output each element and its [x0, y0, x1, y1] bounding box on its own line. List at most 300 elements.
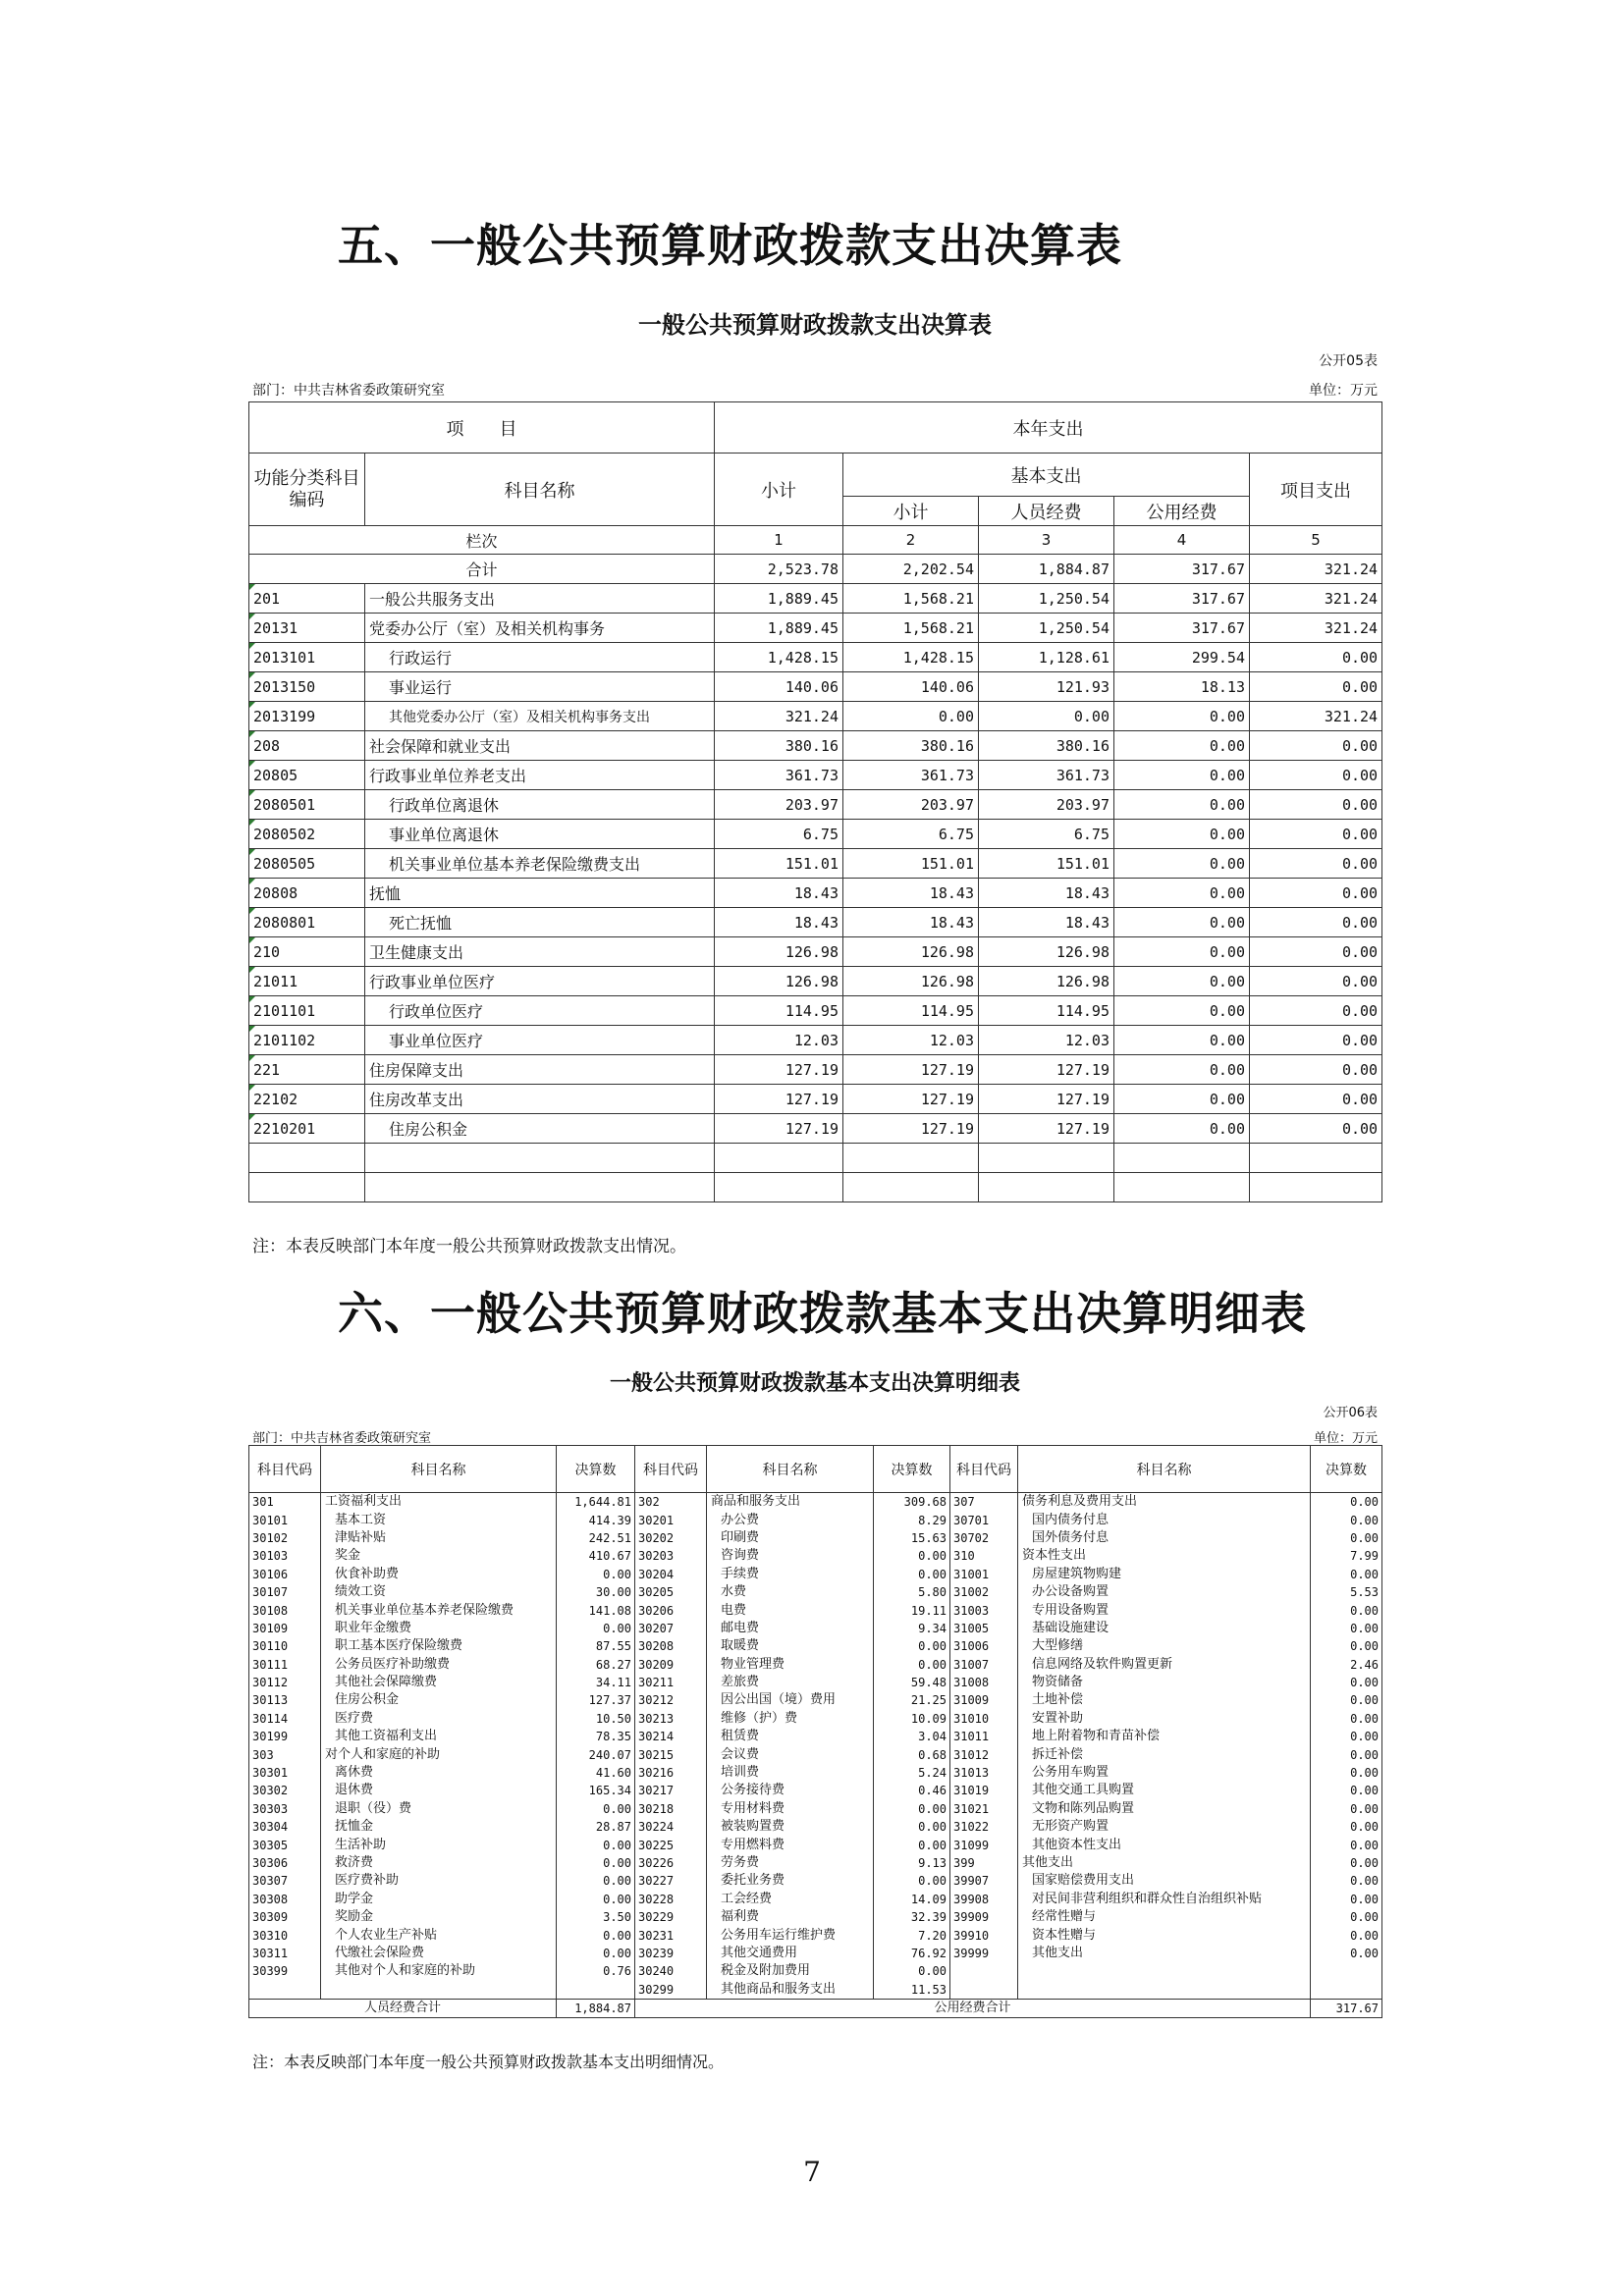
table5-empty-row [249, 1144, 1382, 1173]
table6-row [249, 1745, 1382, 1763]
subject-code: 30231 [635, 1926, 707, 1944]
amount-cell: 0.76 [557, 1962, 635, 1980]
amount-cell: 3.04 [874, 1728, 950, 1745]
subject-code: 30201 [635, 1511, 707, 1528]
amount-cell: 0.00 [1311, 1710, 1382, 1728]
table5-row [249, 967, 1382, 996]
amount-cell: 0.00 [1311, 1674, 1382, 1691]
amount-cell: 21.25 [874, 1691, 950, 1709]
amount-cell: 0.00 [1311, 1854, 1382, 1872]
func-code: 20808 [249, 879, 365, 908]
subject-name: 助学金 [321, 1891, 557, 1908]
subject-code: 30311 [249, 1945, 321, 1962]
amount-cell: 380.16 [979, 731, 1114, 761]
table6-block [248, 1361, 1381, 2082]
subject-name: 事业单位医疗 [365, 1026, 715, 1055]
amount-cell: 140.06 [843, 672, 979, 702]
amount-cell: 0.68 [874, 1745, 950, 1763]
empty-cell [249, 1144, 365, 1173]
amount-cell: 410.67 [557, 1547, 635, 1565]
subject-code: 39910 [950, 1926, 1018, 1944]
amount-cell: 18.43 [979, 879, 1114, 908]
subject-name: 其他社会保障缴费 [321, 1674, 557, 1691]
amount-cell: 317.67 [1114, 584, 1250, 614]
subject-name: 事业运行 [365, 672, 715, 702]
subject-code: 30211 [635, 1674, 707, 1691]
amount-cell: 0.00 [1311, 1529, 1382, 1547]
table6-row [249, 1601, 1382, 1619]
subject-name: 行政事业单位养老支出 [365, 761, 715, 790]
subject-name: 国内债务付息 [1018, 1511, 1311, 1528]
subject-name: 邮电费 [707, 1620, 874, 1637]
subject-code: 302 [635, 1493, 707, 1512]
subject-name: 信息网络及软件购置更新 [1018, 1656, 1311, 1674]
table6-row [249, 1674, 1382, 1691]
subject-code: 30218 [635, 1800, 707, 1818]
subject-name: 代缴社会保险费 [321, 1945, 557, 1962]
subject-code: 30106 [249, 1566, 321, 1583]
subject-name: 办公费 [707, 1511, 874, 1528]
empty-cell [979, 1173, 1114, 1202]
amount-cell: 0.00 [874, 1656, 950, 1674]
header-code: 科目代码 [635, 1446, 707, 1493]
public-total-value: 317.67 [1311, 1999, 1382, 2017]
subject-name: 对民间非营利组织和群众性自治组织补贴 [1018, 1891, 1311, 1908]
subject-name: 其他党委办公厅（室）及相关机构事务支出 [365, 702, 715, 731]
col-index: 3 [979, 526, 1114, 555]
header-basic-expense: 基本支出 [843, 454, 1250, 497]
amount-cell: 18.43 [843, 908, 979, 937]
subject-code: 39908 [950, 1891, 1018, 1908]
table6-row [249, 1908, 1382, 1926]
subject-name: 行政单位离退休 [365, 790, 715, 820]
table5-row [249, 908, 1382, 937]
subject-name: 津贴补贴 [321, 1529, 557, 1547]
subject-name: 文物和陈列品购置 [1018, 1800, 1311, 1818]
table6-row [249, 1620, 1382, 1637]
amount-cell: 12.03 [979, 1026, 1114, 1055]
amount-cell: 0.00 [1114, 1055, 1250, 1085]
header-public: 公用经费 [1114, 497, 1250, 526]
amount-cell: 0.00 [1114, 937, 1250, 967]
subject-code: 303 [249, 1745, 321, 1763]
amount-cell: 0.00 [557, 1926, 635, 1944]
amount-cell: 0.00 [874, 1637, 950, 1655]
table5-row [249, 761, 1382, 790]
subject-name: 医疗费补助 [321, 1872, 557, 1890]
subject-code: 30205 [635, 1583, 707, 1601]
amount-cell: 0.00 [874, 1800, 950, 1818]
subject-code: 31021 [950, 1800, 1018, 1818]
amount-cell: 0.00 [1250, 643, 1382, 672]
amount-cell: 0.00 [874, 1547, 950, 1565]
subject-name: 咨询费 [707, 1547, 874, 1565]
amount-cell: 18.43 [979, 908, 1114, 937]
amount-cell: 0.00 [874, 1836, 950, 1853]
amount-cell: 34.11 [557, 1674, 635, 1691]
table6 [248, 1445, 1382, 2018]
func-code: 2080502 [249, 820, 365, 849]
empty-cell [979, 1144, 1114, 1173]
total-value: 321.24 [1250, 555, 1382, 584]
amount-cell: 0.00 [1250, 996, 1382, 1026]
amount-cell: 0.00 [1114, 702, 1250, 731]
subject-name: 国外债务付息 [1018, 1529, 1311, 1547]
subject-name: 基本工资 [321, 1511, 557, 1528]
func-code: 210 [249, 937, 365, 967]
subject-name: 其他支出 [1018, 1854, 1311, 1872]
table5-row [249, 643, 1382, 672]
header-basic-subtotal: 小计 [843, 497, 979, 526]
header-name: 科目名称 [321, 1446, 557, 1493]
personnel-total-value: 1,884.87 [557, 1999, 635, 2017]
subject-name: 职工基本医疗保险缴费 [321, 1637, 557, 1655]
table6-row [249, 1728, 1382, 1745]
subject-code: 30102 [249, 1529, 321, 1547]
subject-code: 31007 [950, 1656, 1018, 1674]
subject-name: 专用设备购置 [1018, 1601, 1311, 1619]
table6-row [249, 1637, 1382, 1655]
amount-cell: 0.00 [1250, 1055, 1382, 1085]
subject-name: 卫生健康支出 [365, 937, 715, 967]
amount-cell: 0.00 [1250, 1026, 1382, 1055]
amount-cell: 0.00 [1114, 1085, 1250, 1114]
empty-cell [1250, 1173, 1382, 1202]
amount-cell: 0.00 [1311, 1908, 1382, 1926]
amount-cell: 203.97 [715, 790, 843, 820]
subject-code: 30310 [249, 1926, 321, 1944]
amount-cell: 0.00 [1311, 1745, 1382, 1763]
total-value: 2,523.78 [715, 555, 843, 584]
amount-cell: 0.00 [874, 1566, 950, 1583]
subject-code: 31006 [950, 1637, 1018, 1655]
amount-cell: 78.35 [557, 1728, 635, 1745]
table6-row [249, 1836, 1382, 1853]
amount-cell: 0.00 [557, 1800, 635, 1818]
subject-code: 30240 [635, 1962, 707, 1980]
func-code: 2101101 [249, 996, 365, 1026]
subject-code: 30114 [249, 1710, 321, 1728]
amount-cell: 0.00 [1311, 1764, 1382, 1782]
subject-name: 水费 [707, 1583, 874, 1601]
amount-cell: 41.60 [557, 1764, 635, 1782]
amount-cell: 114.95 [979, 996, 1114, 1026]
amount-cell: 0.00 [1114, 731, 1250, 761]
table5-code: 公开05表 [1319, 353, 1378, 369]
subject-code: 31099 [950, 1836, 1018, 1853]
header-year-expense: 本年支出 [715, 402, 1382, 454]
subject-name: 退职（役）费 [321, 1800, 557, 1818]
subject-code: 30701 [950, 1511, 1018, 1528]
subject-code: 30227 [635, 1872, 707, 1890]
subject-code: 30306 [249, 1854, 321, 1872]
subject-code: 31010 [950, 1710, 1018, 1728]
subject-name: 培训费 [707, 1764, 874, 1782]
table5-unit: 单位：万元 [1309, 383, 1378, 399]
subject-name: 工会经费 [707, 1891, 874, 1908]
amount-cell: 0.00 [1311, 1691, 1382, 1709]
subject-name: 住房公积金 [365, 1114, 715, 1144]
subject-code [950, 1962, 1018, 1980]
amount-cell: 0.00 [1250, 937, 1382, 967]
subject-name: 个人农业生产补贴 [321, 1926, 557, 1944]
subject-name: 住房保障支出 [365, 1055, 715, 1085]
amount-cell: 0.00 [874, 1818, 950, 1836]
subject-name: 其他交通费用 [707, 1945, 874, 1962]
amount-cell: 10.50 [557, 1710, 635, 1728]
table5-title: 一般公共预算财政拨款支出决算表 [638, 311, 992, 339]
amount-cell: 1,889.45 [715, 614, 843, 643]
amount-cell: 321.24 [1250, 702, 1382, 731]
subject-code: 31005 [950, 1620, 1018, 1637]
table6-dept: 部门：中共吉林省委政策研究室 [252, 1431, 432, 1446]
table6-row [249, 1818, 1382, 1836]
amount-cell: 9.13 [874, 1854, 950, 1872]
subject-code: 30224 [635, 1818, 707, 1836]
subject-name: 离休费 [321, 1764, 557, 1782]
subject-code: 30307 [249, 1872, 321, 1890]
amount-cell: 5.53 [1311, 1583, 1382, 1601]
col-index: 2 [843, 526, 979, 555]
subject-code: 39907 [950, 1872, 1018, 1890]
func-code: 20131 [249, 614, 365, 643]
func-code: 2080801 [249, 908, 365, 937]
amount-cell: 0.00 [557, 1945, 635, 1962]
header-subject-name: 科目名称 [365, 454, 715, 526]
table5-row [249, 702, 1382, 731]
header-amount: 决算数 [557, 1446, 635, 1493]
subject-name: 绩效工资 [321, 1583, 557, 1601]
header-code: 科目代码 [950, 1446, 1018, 1493]
subject-name: 办公设备购置 [1018, 1583, 1311, 1601]
amount-cell: 0.00 [1311, 1566, 1382, 1583]
subject-name: 地上附着物和青苗补偿 [1018, 1728, 1311, 1745]
amount-cell: 126.98 [979, 937, 1114, 967]
subject-code: 30207 [635, 1620, 707, 1637]
subject-name: 事业单位离退休 [365, 820, 715, 849]
table6-row [249, 1854, 1382, 1872]
subject-name: 工资福利支出 [321, 1493, 557, 1512]
subject-name: 差旅费 [707, 1674, 874, 1691]
table6-note: 注：本表反映部门本年度一般公共预算财政拨款基本支出明细情况。 [252, 2053, 725, 2071]
subject-code: 30303 [249, 1800, 321, 1818]
amount-cell: 151.01 [715, 849, 843, 879]
section-6-heading: 六、一般公共预算财政拨款基本支出决算明细表 [338, 1287, 1307, 1340]
subject-name: 行政运行 [365, 643, 715, 672]
amount-cell: 380.16 [843, 731, 979, 761]
table6-row [249, 1981, 1382, 2000]
amount-cell: 151.01 [979, 849, 1114, 879]
subject-code: 399 [950, 1854, 1018, 1872]
amount-cell: 19.11 [874, 1601, 950, 1619]
subject-code: 31012 [950, 1745, 1018, 1763]
subject-name: 租赁费 [707, 1728, 874, 1745]
func-code: 208 [249, 731, 365, 761]
amount-cell: 126.98 [715, 967, 843, 996]
subject-name: 一般公共服务支出 [365, 584, 715, 614]
amount-cell [1311, 1981, 1382, 2000]
amount-cell: 242.51 [557, 1529, 635, 1547]
subject-name: 其他对个人和家庭的补助 [321, 1962, 557, 1980]
subject-name: 其他交通工具购置 [1018, 1782, 1311, 1799]
amount-cell: 1,568.21 [843, 584, 979, 614]
empty-cell [1250, 1144, 1382, 1173]
amount-cell: 0.00 [1311, 1601, 1382, 1619]
subject-name: 被装购置费 [707, 1818, 874, 1836]
subject-code: 30215 [635, 1745, 707, 1763]
amount-cell: 0.00 [557, 1620, 635, 1637]
amount-cell: 141.08 [557, 1601, 635, 1619]
amount-cell: 0.00 [1114, 1026, 1250, 1055]
amount-cell: 2.46 [1311, 1656, 1382, 1674]
table5-row [249, 1026, 1382, 1055]
subject-code: 30109 [249, 1620, 321, 1637]
amount-cell: 0.00 [1250, 1114, 1382, 1144]
amount-cell: 7.99 [1311, 1547, 1382, 1565]
amount-cell: 0.00 [1250, 849, 1382, 879]
subject-name [1018, 1962, 1311, 1980]
table5-dept: 部门：中共吉林省委政策研究室 [252, 383, 445, 399]
subject-name: 党委办公厅（室）及相关机构事务 [365, 614, 715, 643]
table6-row [249, 1962, 1382, 1980]
amount-cell: 68.27 [557, 1656, 635, 1674]
amount-cell: 0.00 [1250, 731, 1382, 761]
amount-cell: 1,428.15 [715, 643, 843, 672]
subject-code: 30399 [249, 1962, 321, 1980]
amount-cell: 126.98 [843, 937, 979, 967]
table5 [248, 401, 1382, 1202]
header-subtotal: 小计 [715, 454, 843, 526]
amount-cell: 0.00 [1311, 1511, 1382, 1528]
amount-cell: 32.39 [874, 1908, 950, 1926]
empty-cell [1114, 1144, 1250, 1173]
amount-cell: 1,250.54 [979, 614, 1114, 643]
amount-cell: 165.34 [557, 1782, 635, 1799]
subject-name: 福利费 [707, 1908, 874, 1926]
subject-code: 30108 [249, 1601, 321, 1619]
amount-cell: 59.48 [874, 1674, 950, 1691]
subject-code: 30239 [635, 1945, 707, 1962]
subject-name: 退休费 [321, 1782, 557, 1799]
header-project-expense: 项目支出 [1250, 454, 1382, 526]
amount-cell: 5.80 [874, 1583, 950, 1601]
amount-cell: 0.00 [1311, 1891, 1382, 1908]
amount-cell [557, 1981, 635, 2000]
subject-name: 取暖费 [707, 1637, 874, 1655]
amount-cell: 127.19 [715, 1114, 843, 1144]
func-code: 2013101 [249, 643, 365, 672]
amount-cell: 0.00 [1250, 879, 1382, 908]
total-value: 317.67 [1114, 555, 1250, 584]
amount-cell: 5.24 [874, 1764, 950, 1782]
amount-cell: 15.63 [874, 1529, 950, 1547]
amount-cell: 0.00 [1311, 1818, 1382, 1836]
subject-name: 物业管理费 [707, 1656, 874, 1674]
table5-row [249, 731, 1382, 761]
table6-row [249, 1782, 1382, 1799]
amount-cell: 10.09 [874, 1710, 950, 1728]
subject-code: 31002 [950, 1583, 1018, 1601]
header-item: 项 目 [249, 402, 715, 454]
amount-cell: 0.00 [1114, 996, 1250, 1026]
table6-row [249, 1547, 1382, 1565]
subject-name: 税金及附加费用 [707, 1962, 874, 1980]
subject-name: 商品和服务支出 [707, 1493, 874, 1512]
subject-name: 住房公积金 [321, 1691, 557, 1709]
subject-code: 30302 [249, 1782, 321, 1799]
subject-name: 会议费 [707, 1745, 874, 1763]
amount-cell: 321.24 [1250, 614, 1382, 643]
subject-name: 无形资产购置 [1018, 1818, 1311, 1836]
amount-cell: 0.00 [1114, 820, 1250, 849]
subject-name: 手续费 [707, 1566, 874, 1583]
subject-name: 专用材料费 [707, 1800, 874, 1818]
amount-cell: 203.97 [979, 790, 1114, 820]
subject-code: 310 [950, 1547, 1018, 1565]
empty-cell [365, 1173, 715, 1202]
total-value: 1,884.87 [979, 555, 1114, 584]
subject-name: 救济费 [321, 1854, 557, 1872]
amount-cell: 6.75 [715, 820, 843, 849]
amount-cell: 0.00 [1114, 849, 1250, 879]
amount-cell: 127.19 [979, 1085, 1114, 1114]
total-value: 2,202.54 [843, 555, 979, 584]
amount-cell: 0.00 [1250, 967, 1382, 996]
table5-row [249, 614, 1382, 643]
func-code: 2080505 [249, 849, 365, 879]
total-row [249, 555, 1382, 584]
func-code: 22102 [249, 1085, 365, 1114]
amount-cell: 18.13 [1114, 672, 1250, 702]
summary-row [249, 1999, 1382, 2017]
table6-row [249, 1511, 1382, 1528]
subject-code: 30110 [249, 1637, 321, 1655]
amount-cell: 0.00 [1114, 761, 1250, 790]
subject-code: 31001 [950, 1566, 1018, 1583]
subject-code: 30308 [249, 1891, 321, 1908]
subject-name: 抚恤金 [321, 1818, 557, 1836]
subject-code: 30209 [635, 1656, 707, 1674]
subject-name: 电费 [707, 1601, 874, 1619]
table5-row [249, 584, 1382, 614]
subject-name: 机关事业单位基本养老保险缴费 [321, 1601, 557, 1619]
subject-code: 30304 [249, 1818, 321, 1836]
subject-code: 39909 [950, 1908, 1018, 1926]
empty-cell [715, 1173, 843, 1202]
subject-name: 奖励金 [321, 1908, 557, 1926]
empty-cell [843, 1144, 979, 1173]
subject-code: 30204 [635, 1566, 707, 1583]
subject-code [950, 1981, 1018, 2000]
subject-name: 资本性支出 [1018, 1547, 1311, 1565]
table5-empty-row [249, 1173, 1382, 1202]
subject-code: 30305 [249, 1836, 321, 1853]
subject-name: 死亡抚恤 [365, 908, 715, 937]
func-code: 2210201 [249, 1114, 365, 1144]
amount-cell: 380.16 [715, 731, 843, 761]
amount-cell: 127.19 [715, 1085, 843, 1114]
func-code: 2013199 [249, 702, 365, 731]
subject-name: 社会保障和就业支出 [365, 731, 715, 761]
header-func-code: 功能分类科目编码 [249, 454, 365, 526]
amount-cell: 0.00 [1114, 967, 1250, 996]
subject-code: 30199 [249, 1728, 321, 1745]
col-index: 1 [715, 526, 843, 555]
subject-code: 30702 [950, 1529, 1018, 1547]
table6-row [249, 1872, 1382, 1890]
amount-cell: 1,250.54 [979, 584, 1114, 614]
amount-cell: 114.95 [843, 996, 979, 1026]
